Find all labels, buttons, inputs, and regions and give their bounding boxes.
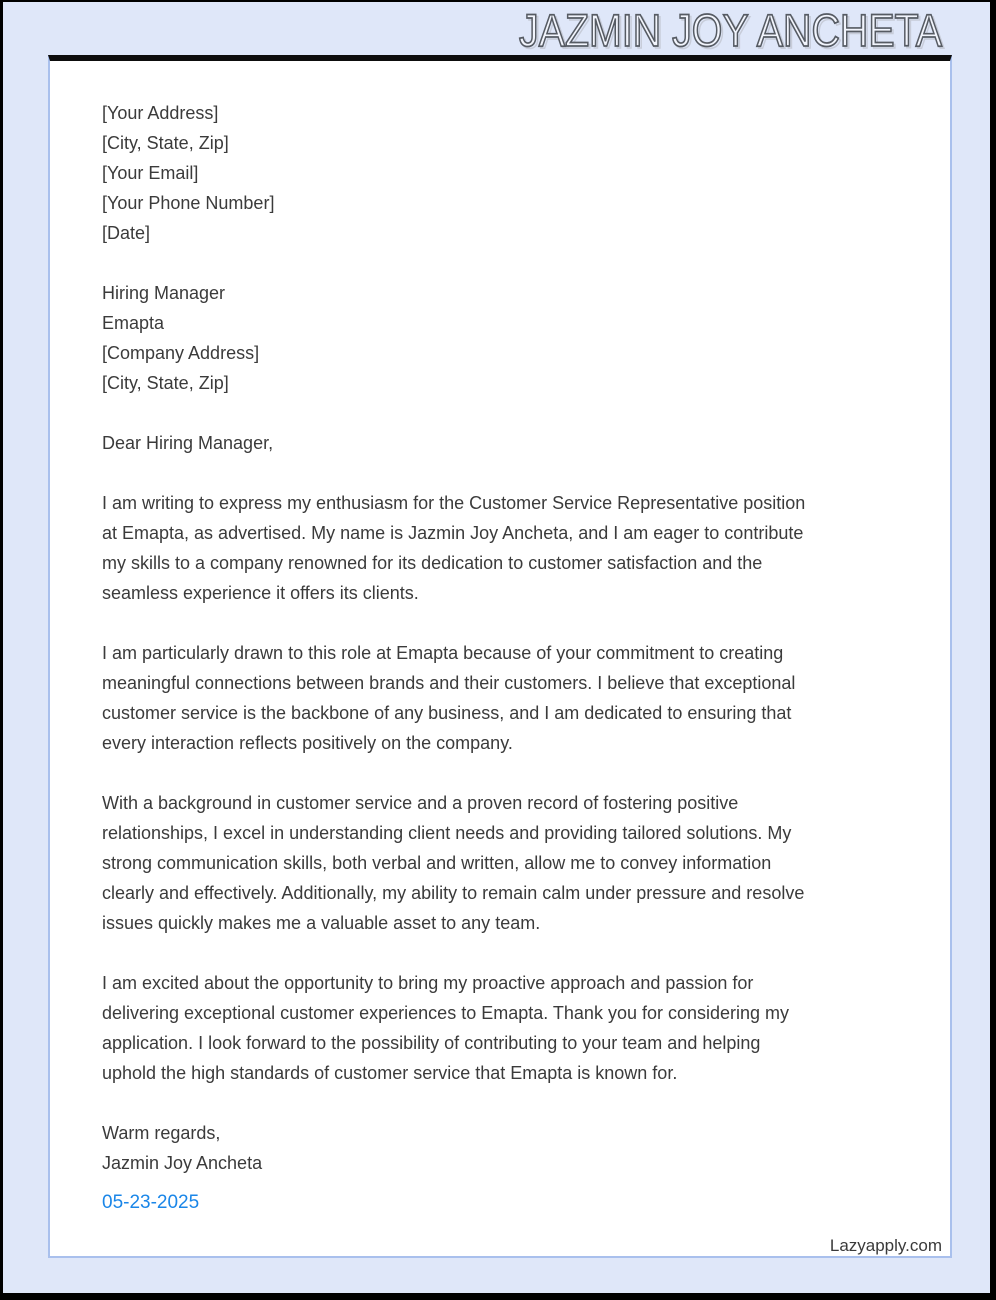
sender-city-line: [City, State, Zip] [102, 133, 229, 153]
recipient-title-line: Hiring Manager [102, 283, 226, 303]
lazyapply-watermark-link[interactable]: Lazyapply.com [829, 1236, 942, 1255]
sender-date-line: [Date] [102, 223, 151, 243]
salutation: Dear Hiring Manager, [102, 433, 274, 453]
recipient-address-line: [Company Address] [102, 343, 260, 363]
candidate-name-outline-text [512, 5, 952, 55]
recipient-company-line: Emapta [102, 313, 165, 333]
recipient-block [102, 278, 920, 398]
candidate-name: JAZMIN JOY ANCHETA [519, 5, 942, 55]
body-paragraph-1: I am writing to express my enthusiasm for the Customer Service Representative position at Emapta, as advertised. My name is Jazmin Joy Ancheta, and I am eager to contribute my skills to a company renowned for its dedication to customer satisfaction and the seamless experience it offers its clients. [102, 493, 806, 603]
sender-phone-line: [Your Phone Number] [102, 193, 275, 213]
cover-letter-sheet [48, 55, 952, 1258]
body-paragraph-4: I am excited about the opportunity to bring my proactive approach and passion for delivering exceptional customer experiences to Emapta. Thank you for considering my application. I look forward to the possibility of contributing to your team and helping uphold the high standards of customer service that Emapta is known for. [102, 973, 790, 1083]
body-paragraph-2: I am particularly drawn to this role at Emapta because of your commitment to creating meaningful connections between brands and their customers. I believe that exceptional customer service is the backbone of any business, and I am dedicated to ensuring that every interaction reflects positively on the company. [102, 643, 796, 753]
signature-name: Jazmin Joy Ancheta [102, 1153, 263, 1173]
closing-block [102, 1118, 920, 1178]
sender-address-line: [Your Address] [102, 103, 219, 123]
recipient-city-line: [City, State, Zip] [102, 373, 229, 393]
body-paragraph-3: With a background in customer service and a proven record of fostering positive relationships, I excel in understanding client needs and providing tailored solutions. My strong communication skills, both verbal and written, allow me to convey information clearly and effectively. Additionally, my ability to remain calm under pressure and resolve issues quickly makes me a valuable asset to any team. [102, 793, 805, 933]
candidate-name-shadow: JAZMIN JOY ANCHETA [521, 7, 944, 55]
signature-date[interactable]: 05-23-2025 [102, 1192, 200, 1213]
page-header [3, 2, 990, 55]
sender-address-block [102, 98, 920, 248]
cover-letter-content [50, 61, 950, 1218]
sender-email-line: [Your Email] [102, 163, 199, 183]
closing-line: Warm regards, [102, 1123, 221, 1143]
